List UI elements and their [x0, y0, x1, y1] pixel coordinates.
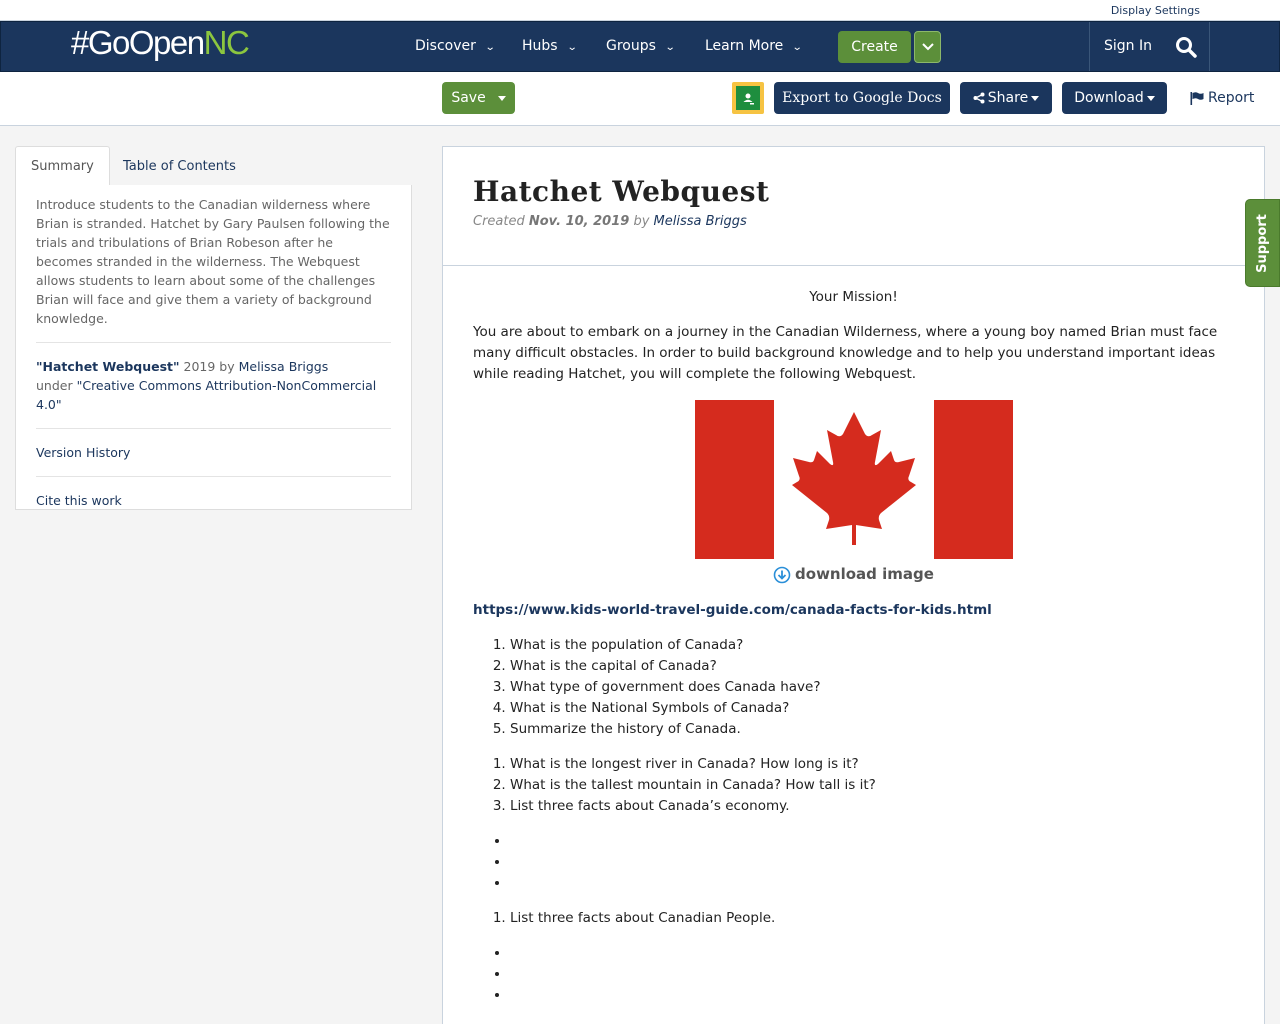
divider: [36, 428, 391, 429]
main-navbar: [0, 21, 1280, 72]
nav-groups[interactable]: Groups ⌄: [606, 38, 676, 54]
questions-list-1: [510, 635, 1234, 740]
version-history-link[interactable]: Version History: [36, 445, 131, 460]
empty-bullet: [510, 943, 1234, 964]
google-classroom-icon: [736, 86, 760, 110]
divider: [36, 476, 391, 477]
download-button[interactable]: Download: [1062, 82, 1167, 114]
resource-title: Hatchet Webquest: [473, 175, 770, 208]
questions-list-3: [510, 908, 1234, 929]
tab-table-of-contents[interactable]: Table of Contents: [123, 158, 236, 174]
display-settings-link[interactable]: Display Settings: [1110, 4, 1200, 17]
share-button[interactable]: Share: [960, 82, 1052, 114]
list-item: 1. List three facts about Canadian People.: [510, 908, 1234, 929]
author-link[interactable]: Melissa Briggs: [653, 214, 747, 229]
intro-paragraph: You are about to embark on a journey in the Canadian Wilderness, where a young boy named Brian must face many difficult obstacles. In order to build background knowledge and to help you understand important ideas while reading Hatchet, you will complete the following Webquest.: [473, 324, 1218, 382]
top-strip: [0, 0, 1280, 21]
chevron-down-icon: ⌄: [664, 42, 676, 53]
chevron-down-icon: [921, 42, 935, 52]
empty-bullet: [510, 964, 1234, 985]
list-item: 3. List three facts about Canada’s economy.: [510, 796, 1234, 817]
empty-bullet: [510, 985, 1234, 1006]
list-item: 3. What type of government does Canada have?: [510, 677, 1234, 698]
google-classroom-button[interactable]: [732, 82, 764, 114]
person-icon: [740, 90, 756, 106]
resource-body: [443, 266, 1264, 1006]
flag-icon: [1190, 92, 1204, 105]
divider: [36, 342, 391, 343]
download-image-link[interactable]: download image: [473, 564, 1234, 585]
list-item: 5. Summarize the history of Canada.: [510, 719, 1234, 740]
empty-bullets-1: [510, 831, 1234, 894]
empty-bullet: [510, 852, 1234, 873]
sidebar-tabs: [15, 146, 412, 186]
license-link[interactable]: "Creative Commons Attribution-NonCommercial 4.0": [36, 378, 377, 412]
resource-summary: Introduce students to the Canadian wilderness where Brian is stranded. Hatchet by Gary Paulsen following the trials and tribulations of Brian Robeson after he becomes stranded in the wilderness. The Webquest allows students to learn about some of the challenges Brian will face and give them a variety of background knowledge.: [36, 197, 390, 326]
list-item: 2. What is the capital of Canada?: [510, 656, 1234, 677]
nav-divider: [1089, 22, 1090, 71]
chevron-down-icon: ⌄: [792, 42, 803, 53]
nav-discover[interactable]: Discover ⌄: [415, 38, 496, 54]
create-button[interactable]: Create: [838, 31, 911, 63]
nav-divider: [1209, 22, 1210, 71]
cite-link[interactable]: Cite this work: [36, 493, 122, 508]
flag-image-wrap: [473, 400, 1234, 559]
resource-header: [443, 147, 1264, 266]
support-tab[interactable]: Support: [1245, 199, 1280, 287]
site-logo[interactable]: #GoOpenNC: [71, 24, 249, 61]
nav-learn-more[interactable]: Learn More ⌄: [705, 38, 803, 54]
list-item: 1. What is the population of Canada?: [510, 635, 1234, 656]
tab-summary[interactable]: Summary: [15, 146, 110, 187]
empty-bullet: [510, 831, 1234, 852]
chevron-down-icon: ⌄: [484, 42, 496, 53]
canada-flag-image: [695, 400, 1013, 559]
attribution-title[interactable]: "Hatchet Webquest": [36, 359, 180, 374]
caret-down-icon: [498, 96, 506, 101]
report-link[interactable]: Report: [1190, 90, 1254, 106]
summary-panel: [15, 185, 412, 510]
mission-heading: Your Mission!: [809, 289, 898, 305]
attribution: "Hatchet Webquest" 2019 by Melissa Briggs under "Creative Commons Attribution-NonCommercial 4.0": [36, 359, 377, 412]
resource-meta: Created Nov. 10, 2019 by Melissa Briggs: [473, 214, 747, 229]
save-button[interactable]: Save: [442, 82, 515, 114]
empty-bullet: [510, 873, 1234, 894]
search-icon[interactable]: [1175, 36, 1197, 58]
resource-actionbar: [0, 72, 1280, 126]
share-icon: [973, 92, 985, 104]
source-link[interactable]: https://www.kids-world-travel-guide.com/canada-facts-for-kids.html: [473, 602, 992, 618]
list-item: 4. What is the National Symbols of Canada?: [510, 698, 1234, 719]
empty-bullets-2: [510, 943, 1234, 1006]
sign-in-link[interactable]: Sign In: [1104, 38, 1152, 54]
create-dropdown-button[interactable]: [914, 31, 941, 63]
export-google-docs-button[interactable]: Export to Google Docs: [774, 82, 950, 114]
resource-card: [442, 146, 1265, 1024]
caret-down-icon: [1147, 96, 1155, 101]
nav-hubs[interactable]: Hubs ⌄: [522, 38, 578, 54]
list-item: 1. What is the longest river in Canada? How long is it?: [510, 754, 1234, 775]
questions-list-2: [510, 754, 1234, 817]
chevron-down-icon: ⌄: [566, 42, 578, 53]
download-circle-icon: [773, 566, 791, 584]
caret-down-icon: [1031, 96, 1039, 101]
created-date: Nov. 10, 2019: [528, 214, 630, 229]
list-item: 2. What is the tallest mountain in Canada? How tall is it?: [510, 775, 1234, 796]
attribution-author-link[interactable]: Melissa Briggs: [238, 359, 329, 374]
